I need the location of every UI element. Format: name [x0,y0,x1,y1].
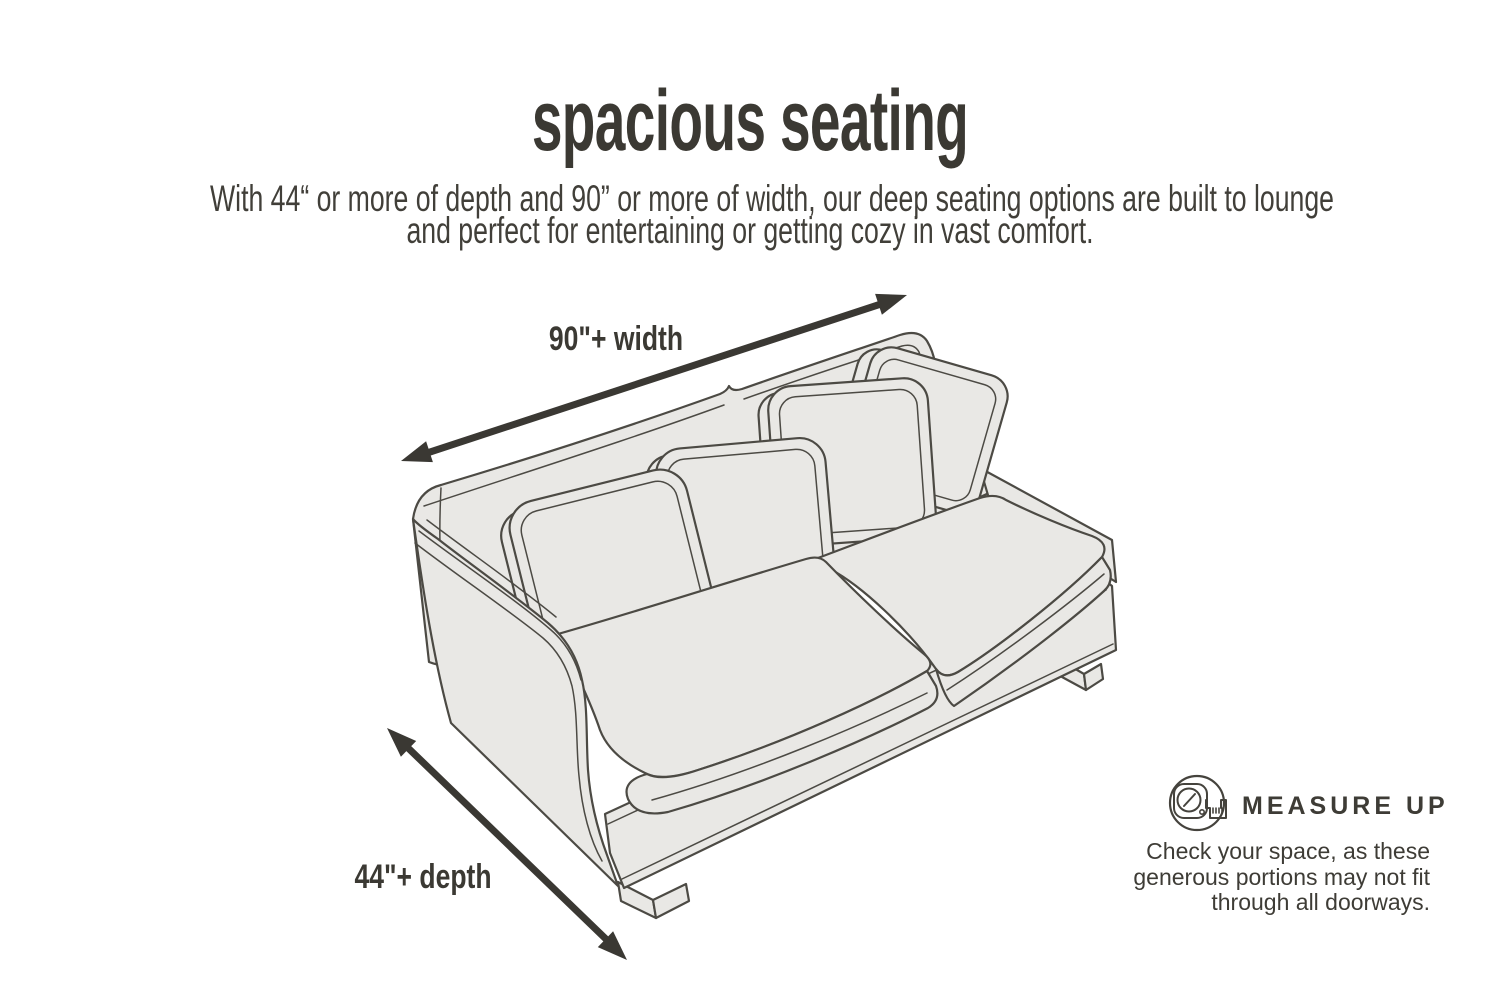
width-dimension-label: 90"+ width [548,320,684,358]
subtitle [210,178,1334,251]
tape-measure-icon [1161,767,1231,837]
subtitle-line-1: With 44“ or more of depth and 90” or more of width, our deep seating options are built to lounge [210,178,1334,219]
measure-up-note [1100,839,1430,916]
measure-up-note-line-2: generous portions may not fit [1133,863,1430,890]
sofa-foot-front [618,882,689,918]
measure-up-heading: MEASURE UP [1242,792,1449,820]
depth-dimension-label: 44"+ depth [354,858,492,896]
measure-up-note-line-3: through all doorways. [1211,889,1430,915]
measure-up-note-line-1: Check your space, as these [1146,838,1430,864]
page-title: spacious seating [531,73,969,169]
subtitle-line-2: and perfect for entertaining or getting cozy in vast comfort. [406,210,1094,251]
